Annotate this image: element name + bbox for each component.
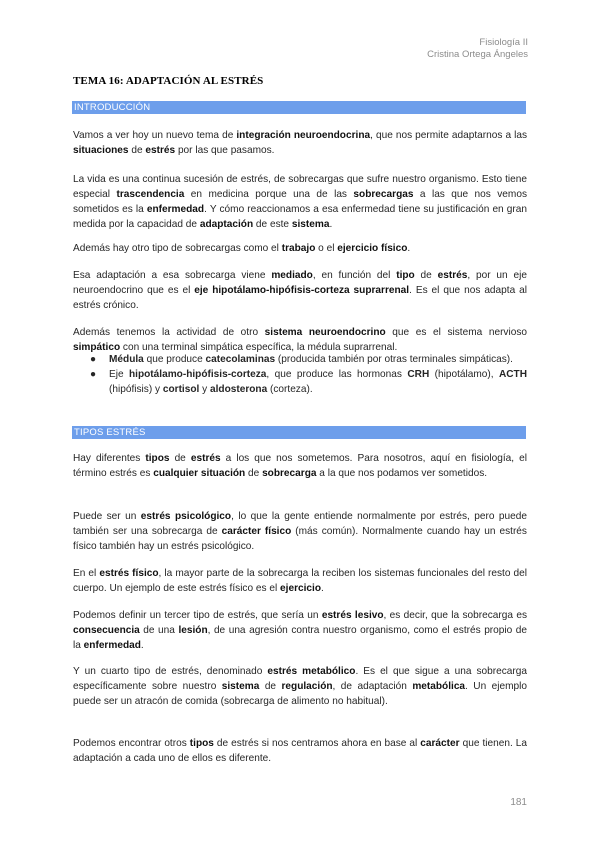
bold-term: ACTH — [498, 369, 527, 380]
page-title: TEMA 16: ADAPTACIÓN AL ESTRÉS — [73, 75, 264, 87]
bold-term: estrés físico — [99, 568, 159, 579]
bold-term: enfermedad — [146, 204, 205, 215]
paragraph: Podemos encontrar otros tipos de estrés si nos centramos ahora en base al carácter que tienen. La adaptación a cada uno de ellos es diferente. — [73, 738, 528, 764]
bold-term: ejercicio físico — [337, 243, 408, 254]
bold-term: cualquier situación — [153, 468, 246, 479]
bold-term: aldosterona — [209, 384, 268, 395]
bold-term: Médula — [109, 354, 144, 365]
bold-term: tipos — [189, 738, 214, 749]
bold-term: hipotálamo-hipófisis-corteza — [129, 369, 267, 380]
paragraph: Podemos definir un tercer tipo de estrés, que sería un estrés lesivo, es decir, que la sobrecarga es consecuencia de una lesión, de una agresión contra nuestro organismo, como el estrés propio de la enfermedad. — [73, 610, 528, 651]
bold-term: sistema — [221, 681, 260, 692]
bold-term: trabajo — [281, 243, 316, 254]
bold-term: metabólica — [412, 681, 466, 692]
bold-term: ejercicio — [280, 583, 321, 594]
paragraph: Además tenemos la actividad de otro sistema neuroendocrino que es el sistema nervioso simpático con una terminal simpática específica, la médula suprarrenal. — [73, 327, 527, 353]
page-header — [427, 37, 528, 61]
bold-term: trascendencia — [116, 189, 185, 200]
paragraph: Esa adaptación a esa sobrecarga viene mediado, en función del tipo de estrés, por un eje neuroendocrino que es el eje hipotálamo-hipófisis-corteza suprarrenal. Es el que nos adapta al estrés crónico. — [73, 270, 527, 311]
paragraph: En el estrés físico, la mayor parte de la sobrecarga la reciben los sistemas funcionales del resto del cuerpo. Un ejemplo de este estrés físico es el ejercicio. — [73, 568, 528, 594]
paragraph: Hay diferentes tipos de estrés a los que nos sometemos. Para nosotros, aquí en fisiología, el término estrés es cualquier situación de sobrecarga a la que nos podamos ver sometidos. — [73, 453, 528, 479]
bold-term: simpático — [73, 342, 121, 353]
bold-term: sistema neuroendocrino — [264, 327, 386, 338]
bold-term: situaciones — [73, 145, 129, 156]
bold-term: lesión — [178, 625, 208, 636]
section-heading-intro: INTRODUCCIÓN — [72, 101, 526, 114]
bold-term: consecuencia — [73, 625, 140, 636]
paragraph: Además hay otro tipo de sobrecargas como el trabajo o el ejercicio físico. — [73, 243, 411, 254]
bold-term: carácter — [420, 738, 460, 749]
bold-term: estrés — [145, 145, 176, 156]
bold-term: adaptación — [199, 219, 254, 230]
paragraph: Y un cuarto tipo de estrés, denominado estrés metabólico. Es el que sigue a una sobrecarga específicamente sobre nuestro sistema de regulación, de adaptación metabólica. Un ejemplo puede ser un atracón de comida (sobrecarga de alimento no habitual). — [73, 666, 527, 707]
bold-term: CRH — [407, 369, 430, 380]
section-heading-tipos: TIPOS ESTRÉS — [72, 426, 526, 439]
list-item: ● Médula que produce catecolaminas (producida también por otras terminales simpáticas). — [90, 354, 513, 365]
bullet-icon: ● — [90, 369, 97, 380]
bold-term: catecolaminas — [205, 354, 276, 365]
page-number: 181 — [510, 797, 527, 808]
course-name: Fisiología II — [479, 37, 528, 48]
author-name: Cristina Ortega Ángeles — [427, 49, 528, 60]
list-item: ● Eje hipotálamo-hipófisis-corteza, que produce las hormonas CRH (hipotálamo), ACTH (hipófisis) y cortisol y aldosterona (corteza). — [90, 369, 527, 395]
bold-term: eje hipotálamo-hipófisis-corteza suprarrenal — [194, 285, 410, 296]
bullet-list — [73, 352, 527, 397]
bold-term: regulación — [281, 681, 333, 692]
bold-term: estrés psicológico — [140, 511, 232, 522]
bold-term: tipo — [396, 270, 415, 281]
paragraph: La vida es una continua sucesión de estrés, de sobrecargas que sufre nuestro organismo. Esto tiene especial trascendencia en medicina porque una de las sobrecargas a las que nos vemos sometidos es la enfermedad. Y cómo reaccionamos a esa enfermedad tiene su justificación en gran medida por la capacidad de adaptación de este sistema. — [73, 174, 527, 230]
bold-term: mediado — [271, 270, 313, 281]
bold-term: estrés metabólico — [267, 666, 356, 677]
bold-term: enfermedad — [83, 640, 141, 651]
bold-term: carácter físico — [221, 526, 292, 537]
bold-term: cortisol — [162, 384, 200, 395]
bold-term: estrés — [437, 270, 468, 281]
bold-term: sobrecarga — [262, 468, 317, 479]
paragraph: Puede ser un estrés psicológico, lo que la gente entiende normalmente por estrés, pero puede también ser una sobrecarga de carácter físico (más común). Normalmente cuando hay un estrés físico también hay un estrés psicológico. — [73, 511, 527, 552]
bold-term: sobrecargas — [353, 189, 414, 200]
bold-term: tipos — [145, 453, 170, 464]
bold-term: integración neuroendocrina — [236, 130, 371, 141]
bold-term: estrés — [190, 453, 221, 464]
bullet-icon: ● — [90, 354, 97, 365]
bold-term: estrés lesivo — [321, 610, 384, 621]
bold-term: sistema — [291, 219, 330, 230]
paragraph: Vamos a ver hoy un nuevo tema de integración neuroendocrina, que nos permite adaptarnos a las situaciones de estrés por las que pasamos. — [73, 130, 528, 156]
